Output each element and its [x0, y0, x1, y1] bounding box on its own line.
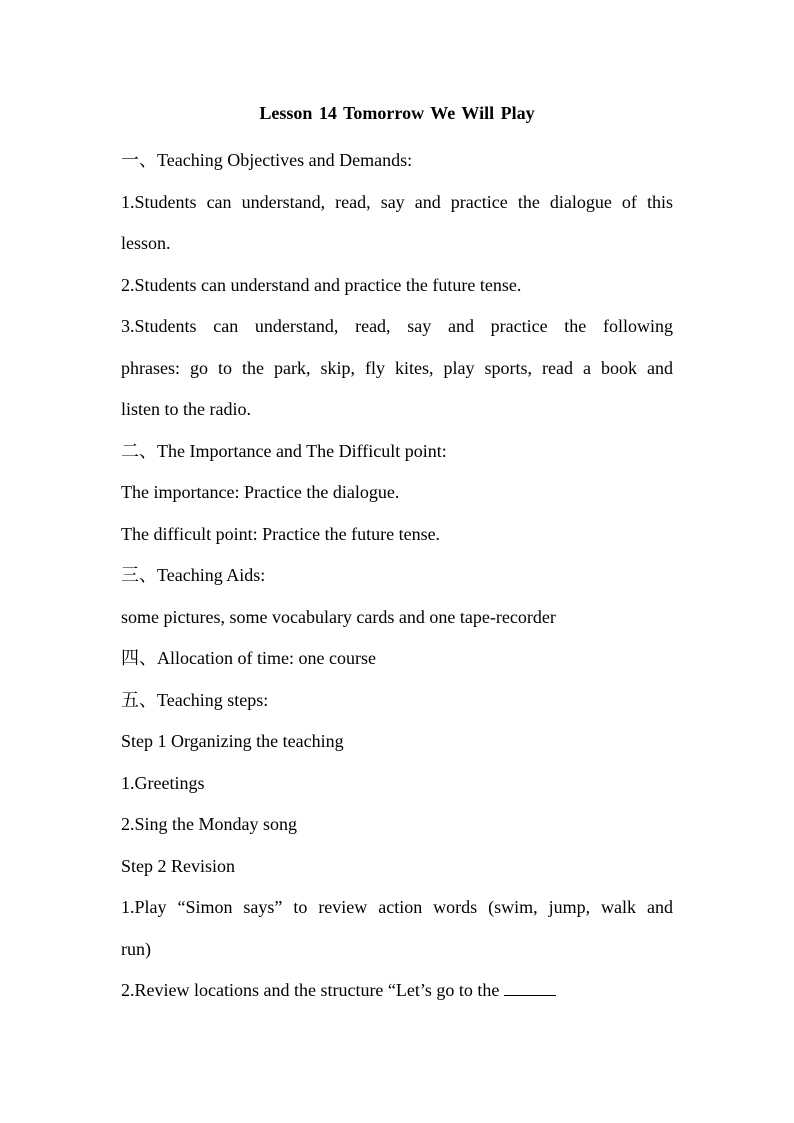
objective-2: 2.Students can understand and practice the future tense.: [121, 274, 522, 295]
objective-3-line-3: listen to the radio.: [121, 399, 251, 419]
step-2-item-1-line-2: run): [121, 938, 151, 959]
objective-3-line-1: 3.Students can understand, read, say and practice the following: [121, 316, 673, 336]
document-title: Lesson 14 Tomorrow We Will Play: [259, 103, 535, 123]
lesson-plan: [121, 99, 673, 1012]
objective-1-line-1: 1.Students can understand, read, say and practice the dialogue of this: [121, 191, 673, 212]
step-2-item-2: [121, 970, 673, 1012]
step-2-heading: Step 2 Revision: [121, 855, 236, 876]
step-1-item-2: 2.Sing the Monday song: [121, 814, 298, 834]
fill-in-blank: [504, 981, 556, 996]
objective-1-line-2: lesson.: [121, 233, 171, 253]
importance-text: The importance: Practice the dialogue.: [121, 482, 400, 502]
difficult-point-text: The difficult point: Practice the future tense.: [121, 523, 441, 544]
section-heading-objectives: 一、Teaching Objectives and Demands:: [121, 150, 413, 170]
aids-text: some pictures, some vocabulary cards and one tape-recorder: [121, 606, 556, 627]
section-heading-steps: 五、Teaching steps:: [121, 689, 269, 710]
section-heading-importance: 二、The Importance and The Difficult point:: [121, 440, 447, 461]
section-heading-time: 四、Allocation of time: one course: [121, 648, 376, 668]
step-1-heading: Step 1 Organizing the teaching: [121, 731, 344, 751]
section-heading-aids: 三、Teaching Aids:: [121, 565, 266, 585]
objective-3-line-2: phrases: go to the park, skip, fly kites, play sports, read a book and: [121, 357, 673, 378]
step-2-item-1-line-1: 1.Play “Simon says” to review action words (swim, jump, walk and: [121, 897, 673, 917]
step-2-item-2-text: 2.Review locations and the structure “Let’s go to the: [121, 980, 500, 1000]
step-1-item-1: 1.Greetings: [121, 772, 205, 793]
